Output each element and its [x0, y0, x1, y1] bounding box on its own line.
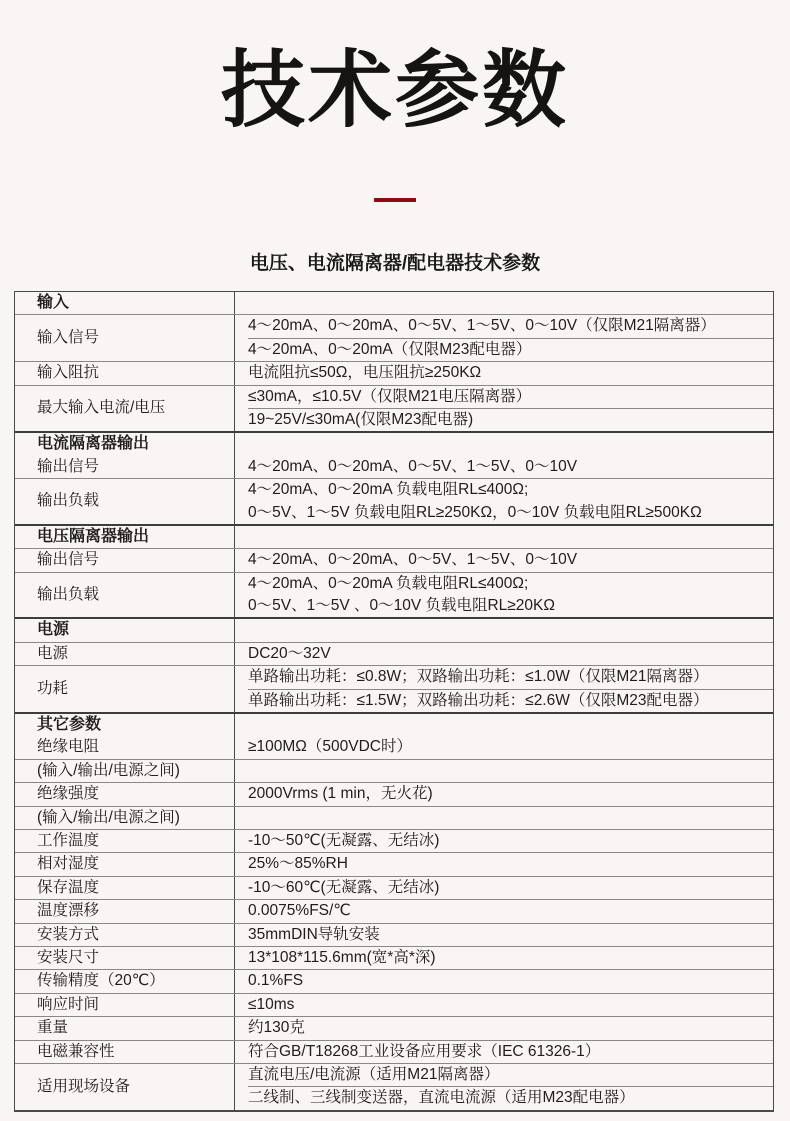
title-divider: [374, 198, 416, 202]
param-value: 4～20mA、0～20mA、0～5V、1～5V、0～10V: [248, 457, 578, 475]
param-value-cell: [235, 386, 773, 432]
table-row: [15, 1016, 773, 1039]
page-subtitle: 电压、电流隔离器/配电器技术参数: [249, 253, 541, 274]
section-header-label: 输入: [37, 294, 70, 311]
param-label: 输入阻抗: [37, 364, 100, 382]
param-name-cell: [15, 315, 235, 361]
param-value-cell: [235, 666, 773, 712]
param-name-cell: [15, 643, 235, 665]
param-value: 19~25V/≤30mA(仅限M23配电器): [248, 408, 773, 431]
param-label: 适用现场设备: [37, 1077, 131, 1095]
param-value: -10～50℃(无凝露、无结冰): [248, 831, 440, 849]
param-label: 绝缘电阻: [37, 738, 100, 756]
table-row: [15, 617, 773, 641]
param-label: 输出信号: [37, 551, 100, 569]
param-name-cell: [15, 877, 235, 899]
param-name-cell: [15, 760, 235, 782]
param-name-cell: [15, 900, 235, 922]
param-label: 电磁兼容性: [37, 1042, 115, 1060]
param-value-cell: [235, 619, 773, 641]
param-name-cell: [15, 386, 235, 432]
param-value-cell: [235, 479, 773, 524]
param-label: 工作温度: [37, 831, 100, 849]
table-row: [15, 759, 773, 782]
param-value-cell: [235, 830, 773, 852]
param-value: 符合GB/T18268工业设备应用要求（IEC 61326-1）: [248, 1042, 601, 1060]
section-header-label: 电流隔离器输出: [37, 435, 150, 453]
param-value-cell: [235, 994, 773, 1016]
param-value: 4～20mA、0～20mA 负载电阻RL≤400Ω;: [248, 481, 529, 499]
param-label: (输入/输出/电源之间): [37, 761, 180, 779]
param-name-cell: [15, 807, 235, 829]
table-row: [15, 478, 773, 524]
table-row: [15, 923, 773, 946]
param-value-cell: [235, 760, 773, 782]
param-value: 约130克: [248, 1019, 305, 1037]
param-value-cell: [235, 900, 773, 922]
param-value: 13*108*115.6mm(宽*高*深): [248, 948, 436, 966]
param-value: 电流阻抗≤50Ω，电压阻抗≥250KΩ: [248, 364, 482, 382]
table-row: [15, 385, 773, 432]
table-row: [15, 572, 773, 618]
param-value-cell: [235, 549, 773, 571]
param-value-cell: [235, 1041, 773, 1063]
param-value-cell: [235, 362, 773, 384]
param-value: 4～20mA、0～20mA、0～5V、1～5V、0～10V（仅限M21隔离器）: [248, 317, 716, 335]
param-label: 相对湿度: [37, 855, 100, 873]
param-name-cell: [15, 1041, 235, 1063]
section-header-label: 其它参数: [37, 716, 102, 734]
table-row: [15, 1063, 773, 1110]
table-row: [15, 782, 773, 805]
param-label: 输出负载: [37, 492, 100, 510]
param-label: 输入信号: [37, 329, 100, 347]
param-name-cell: [15, 994, 235, 1016]
table-row: [15, 665, 773, 712]
table-row: [15, 1040, 773, 1063]
param-value: ≥100MΩ（500VDC时）: [248, 738, 412, 756]
table-row: [15, 292, 773, 314]
param-name-cell: [15, 526, 235, 548]
param-value: 0～5V、1～5V 负载电阻RL≥250KΩ，0～10V 负载电阻RL≥500KΩ: [248, 503, 702, 521]
param-name-cell: [15, 362, 235, 384]
param-name-cell: [15, 924, 235, 946]
table-row: [15, 852, 773, 875]
param-value-cell: [235, 643, 773, 665]
table-row: [15, 548, 773, 571]
section-header-label: 电压隔离器输出: [37, 527, 150, 545]
param-label: 输出信号: [37, 457, 100, 475]
table-row: [15, 899, 773, 922]
param-value: 0～5V、1～5V 、0～10V 负载电阻RL≥20KΩ: [248, 597, 555, 615]
param-value: -10～60℃(无凝露、无结冰): [248, 878, 440, 896]
param-value: 直流电压/电流源（适用M21隔离器）: [248, 1065, 500, 1083]
param-name-cell: [15, 830, 235, 852]
param-value: 4～20mA、0～20mA 负载电阻RL≤400Ω;: [248, 574, 529, 592]
param-name-cell: [15, 292, 235, 314]
param-value: ≤10ms: [248, 995, 295, 1013]
param-value-cell: [235, 970, 773, 992]
param-value-cell: [235, 526, 773, 548]
page-title: 技术参数: [220, 43, 569, 137]
param-label: 响应时间: [37, 995, 100, 1013]
param-label: 温度漂移: [37, 902, 100, 920]
param-name-cell: [15, 479, 235, 524]
table-row: [15, 642, 773, 665]
param-value-cell: [235, 947, 773, 969]
param-label: 输出负载: [37, 585, 100, 603]
table-row: [15, 876, 773, 899]
param-value: 35mmDIN导轨安装: [248, 925, 380, 943]
param-value-cell: [235, 433, 773, 478]
param-value-cell: [235, 877, 773, 899]
param-value: 0.0075%FS/℃: [248, 902, 351, 920]
param-value-cell: [235, 1017, 773, 1039]
param-value-cell: [235, 853, 773, 875]
table-row: [15, 829, 773, 852]
param-name-cell: [15, 1017, 235, 1039]
param-value-cell: [235, 807, 773, 829]
table-row: [15, 361, 773, 384]
table-row: [15, 946, 773, 969]
param-value-cell: [235, 292, 773, 314]
param-name-cell: [15, 573, 235, 618]
param-value-cell: [235, 924, 773, 946]
param-label: 绝缘强度: [37, 785, 100, 803]
table-row: [15, 806, 773, 829]
param-value: DC20～32V: [248, 644, 331, 662]
param-label: 电源: [37, 644, 69, 662]
param-name-cell: [15, 666, 235, 712]
param-name-cell: [15, 433, 235, 478]
param-value: 4～20mA、0～20mA、0～5V、1～5V、0～10V: [248, 551, 578, 569]
param-value: 25%～85%RH: [248, 855, 348, 873]
section-header-label: 电源: [37, 621, 70, 639]
param-value: 4～20mA、0～20mA（仅限M23配电器）: [248, 338, 773, 361]
param-value-cell: [235, 714, 773, 759]
table-row: [15, 969, 773, 992]
param-name-cell: [15, 549, 235, 571]
param-label: 安装方式: [37, 925, 100, 943]
param-name-cell: [15, 619, 235, 641]
param-label: 传输精度（20℃）: [37, 972, 165, 990]
table-row: [15, 431, 773, 478]
param-value: 0.1%FS: [248, 972, 304, 990]
param-label: 保存温度: [37, 878, 100, 896]
param-name-cell: [15, 853, 235, 875]
table-row: [15, 712, 773, 759]
param-value: 单路输出功耗：≤0.8W；双路输出功耗：≤1.0W（仅限M21隔离器）: [248, 668, 709, 686]
param-name-cell: [15, 947, 235, 969]
param-label: 重量: [37, 1019, 69, 1037]
param-value: ≤30mA，≤10.5V（仅限M21电压隔离器）: [248, 387, 532, 405]
spec-table: [14, 291, 774, 1112]
param-name-cell: [15, 783, 235, 805]
param-value-cell: [235, 573, 773, 618]
param-value-cell: [235, 315, 773, 361]
param-label: 安装尺寸: [37, 948, 100, 966]
table-row: [15, 314, 773, 361]
param-value-cell: [235, 783, 773, 805]
param-name-cell: [15, 714, 235, 759]
param-value: 单路输出功耗：≤1.5W；双路输出功耗：≤2.6W（仅限M23配电器）: [248, 689, 773, 712]
param-name-cell: [15, 970, 235, 992]
table-row: [15, 993, 773, 1016]
param-value: 二线制、三线制变送器，直流电流源（适用M23配电器）: [248, 1086, 773, 1109]
spec-page: [0, 34, 790, 1121]
table-row: [15, 524, 773, 548]
param-label: (输入/输出/电源之间): [37, 808, 180, 826]
param-label: 功耗: [37, 679, 69, 697]
param-label: 最大输入电流/电压: [37, 399, 166, 417]
param-value: 2000Vrms (1 min，无火花): [248, 785, 433, 803]
